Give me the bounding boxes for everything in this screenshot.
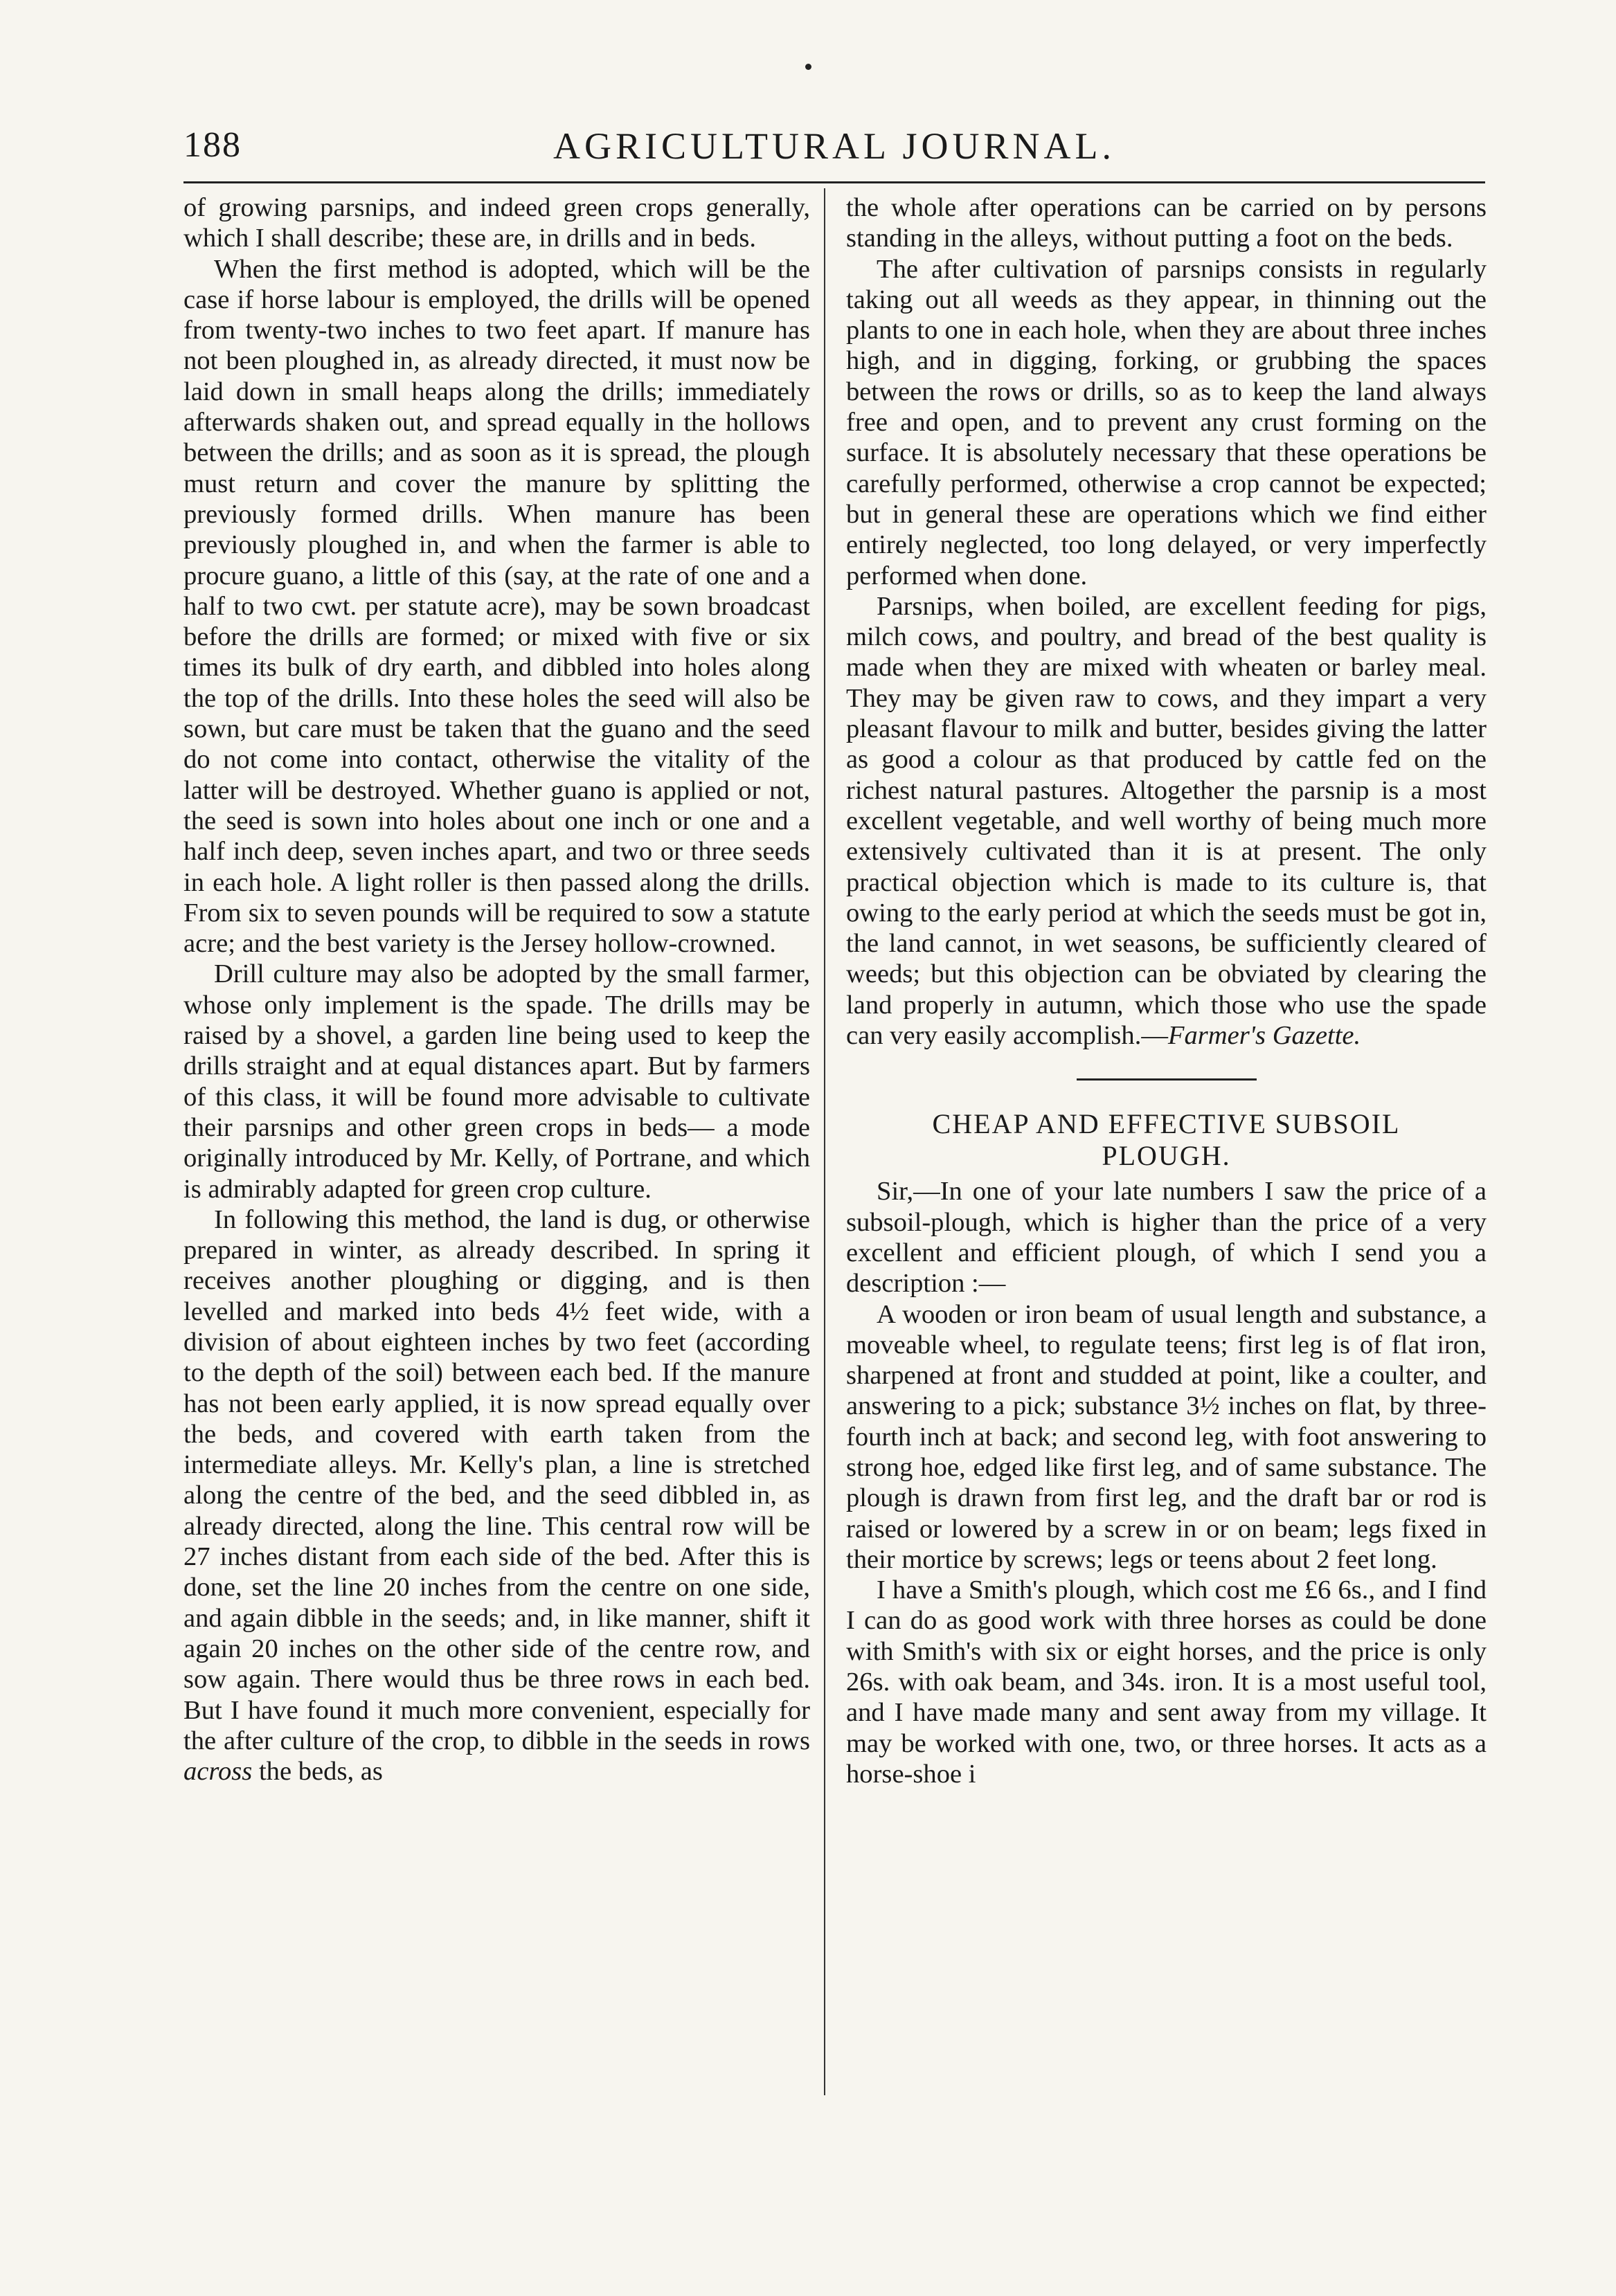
article-heading [846, 1108, 1487, 1172]
left-paragraph-2: When the first method is adopted, which will be the case if horse labour is employed, the drills will be opened from twenty-two inches to two feet apart. If manure has not been ploughed in, as already directed, it must now be laid down in small heaps along the drills; immediately afterwards shaken out, and spread equally in the hollows between the drills; and as soon as it is spread, the plough must return and cover the manure by splitting the previously formed drills. When manure has been previously ploughed in, and when the farmer is able to procure guano, a little of this (say, at the rate of one and a half to two cwt. per statute acre), may be sown broadcast before the drills are formed; or mixed with five or six times its bulk of dry earth, and dibbled into holes along the top of the drills. Into these holes the seed will also be sown, but care must be taken that the guano and the seed do not come into contact, otherwise the vitality of the latter will be destroyed. Whether guano is applied or not, the seed is sown into holes about one inch or one and a half inch deep, seven inches apart, and two or three seeds in each hole. A light roller is then passed along the drills. From six to seven pounds will be required to sow a statute acre; and the best variety is the Jersey hollow-crowned. [183, 254, 810, 959]
left-paragraph-4-text: In following this method, the land is dug, or otherwise prepared in winter, as already described. In spring it receives another ploughing or digging, and is then levelled and marked into beds 4½ feet wide, with a division of about eighteen inches by two feet (according to the depth of the soil) between each bed. If the manure has not been early applied, it is now spread equally over the beds, and covered with earth taken from the intermediate alleys. Mr. Kelly's plan, a line is stretched along the centre of the bed, and the seed dibbled in, as already directed, along the line. This central row will be 27 inches distant from each side of the bed. After this is done, set the line 20 inches from the centre on one side, and again dibble in the seeds; and, in like manner, shift it again 20 inches on the other side of the centre row, and sow again. There would thus be three rows in each bed. But I have found it much more convenient, especially for the after culture of the crop, to dibble in the seeds in rows [183, 1204, 810, 1755]
header-rule [183, 181, 1485, 183]
ink-dot [805, 64, 811, 70]
left-column [183, 192, 810, 1787]
left-paragraph-4 [183, 1204, 810, 1787]
article-heading-line-1: CHEAP AND EFFECTIVE SUBSOIL [932, 1108, 1401, 1140]
emphasis-across: across [183, 1757, 253, 1787]
right-paragraph-2: The after cultivation of parsnips consists in regularly taking out all weeds as they appear, in thinning out the plants to one in each hole, when they are about three inches high, and in digging, forking, or grubbing the spaces between the rows or drills, so as to keep the land always free and open, and to prevent any crust forming on the surface. It is absolutely necessary that these operations be carefully performed, otherwise a crop cannot be expected; but in general these are operations which we find either entirely neglected, too long delayed, or very imperfectly performed when done. [846, 254, 1487, 590]
right-paragraph-1: the whole after operations can be carried on by persons standing in the alleys, without putting a foot on the beds. [846, 193, 1487, 253]
left-paragraph-4-end: the beds, as [258, 1757, 383, 1787]
source-citation: Farmer's Gazette. [1167, 1021, 1361, 1051]
right-column [846, 192, 1487, 1789]
plough-description-paragraph: A wooden or iron beam of usual length and substance, a moveable wheel, to regulate teens; first leg is of flat iron, sharpened at front and studded at point, like a coulter, and answering to a pick; substance 3½ inches on flat, by three-fourth inch at back; and second leg, with foot answering to strong hoe, edged like first leg, and of same substance. The plough is drawn from first leg, and the draft bar or rod is raised or lowered by a screw in or on beam; legs fixed in their mortice by screws; legs or teens about 2 feet long. [846, 1299, 1487, 1574]
page-header [183, 125, 1485, 173]
right-paragraph-3-text: Parsnips, when boiled, are excellent feeding for pigs, milch cows, and poultry, and bread of the best quality is made when they are mixed with wheaten or barley meal. They may be given raw to cows, and they impart a very pleasant flavour to milk and butter, besides giving the latter as good a colour as that produced by cattle fed on the richest natural pastures. Altogether the parsnip is a most excellent vegetable, and well worthy of being much more extensively cultivated than it is at present. The only practical objection which is made to its culture is, that owing to the early period at which the seeds must be got in, the land cannot, in wet seasons, be sufficiently cleared of weeds; but this objection can be obviated by clearing the land properly in autumn, which those who use the spade can very easily accomplish.— [846, 591, 1487, 1051]
page-number: 188 [183, 125, 242, 165]
left-paragraph-1: of growing parsnips, and indeed green crops generally, which I shall describe; these are, in drills and in beds. [183, 193, 810, 253]
letter-salutation-paragraph: Sir,—In one of your late numbers I saw the price of a subsoil-plough, which is higher than the price of a very excellent and efficient plough, of which I send you a description :— [846, 1177, 1487, 1299]
smiths-plough-paragraph: I have a Smith's plough, which cost me £6 6s., and I find I can do as good work with three horses as could be done with Smith's with six or eight horses, and the price is only 26s. with oak beam, and 34s. iron. It is a most useful tool, and I have made many and sent away from my village. It may be worked with one, two, or three horses. It acts as a horse-shoe i [846, 1575, 1487, 1789]
article-heading-line-2: PLOUGH. [1102, 1140, 1231, 1172]
left-paragraph-3: Drill culture may also be adopted by the small farmer, whose only implement is the spade. The drills may be raised by a shovel, a garden line being used to keep the drills straight and at equal distances apart. But by farmers of this class, it will be found more advisable to cultivate their parsnips and other green crops in beds— a mode originally introduced by Mr. Kelly, of Portrane, and which is admirably adapted for green crop culture. [183, 959, 810, 1204]
section-divider [1077, 1078, 1257, 1081]
running-title: AGRICULTURAL JOURNAL. [553, 125, 1116, 167]
right-paragraph-3 [846, 591, 1487, 1051]
column-divider [824, 188, 825, 2095]
